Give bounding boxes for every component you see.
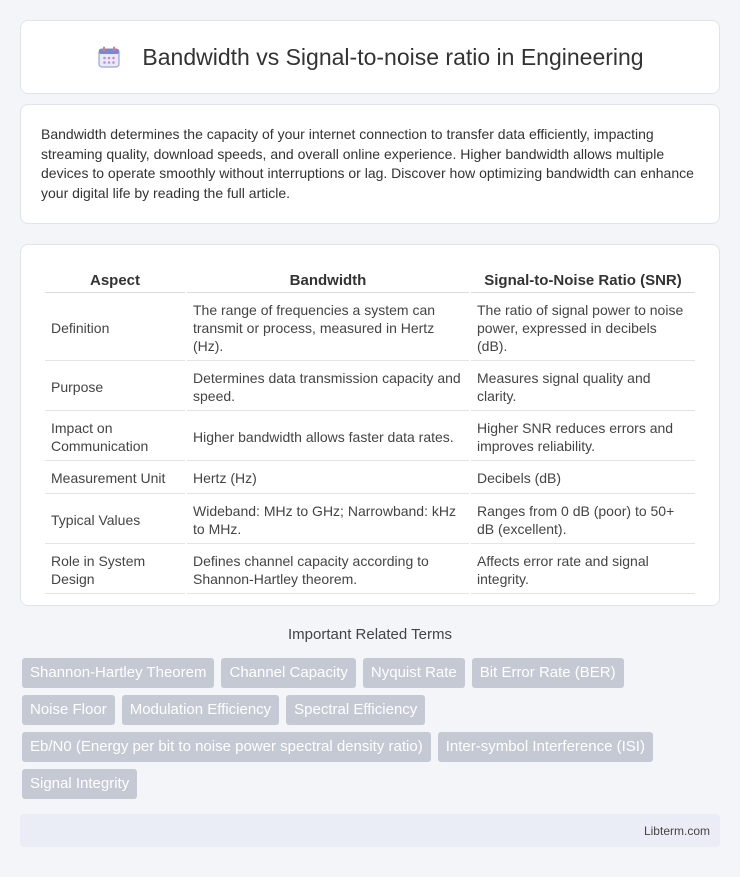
table-row xyxy=(45,413,695,461)
intro-text: Bandwidth determines the capacity of your internet connection to transfer data efficiently, impacting streaming quality, download speeds, and overall online experience. Higher bandwidth allows multiple devices to operate smoothly without interruptions or lag. Discover how optimizing bandwidth can enhance your digital life by reading the full article. xyxy=(41,126,694,201)
related-terms-title: Important Related Terms xyxy=(288,626,452,643)
intro-card xyxy=(20,104,720,224)
table-cell-snr: Ranges from 0 dB (poor) to 50+ dB (excellent). xyxy=(471,496,695,544)
term-tag[interactable]: Eb/N0 (Energy per bit to noise power spectral density ratio) xyxy=(22,732,431,762)
table-cell-snr: Affects error rate and signal integrity. xyxy=(471,546,695,594)
term-tag[interactable]: Signal Integrity xyxy=(22,769,137,799)
table-header-row xyxy=(45,267,695,293)
table-row xyxy=(45,496,695,544)
term-tag[interactable]: Spectral Efficiency xyxy=(286,695,425,725)
term-tag[interactable]: Nyquist Rate xyxy=(363,658,465,688)
term-tag[interactable]: Channel Capacity xyxy=(221,658,355,688)
table-cell-snr: Decibels (dB) xyxy=(471,463,695,494)
column-header-snr: Signal-to-Noise Ratio (SNR) xyxy=(471,267,695,293)
table-row xyxy=(45,363,695,411)
table-cell-bandwidth: Wideband: MHz to GHz; Narrowband: kHz to MHz. xyxy=(187,496,469,544)
page-title: Bandwidth vs Signal-to-noise ratio in Engineering xyxy=(142,43,644,70)
table-cell-bandwidth: The range of frequencies a system can transmit or process, measured in Hertz (Hz). xyxy=(187,295,469,361)
calendar-icon xyxy=(96,44,122,70)
footer xyxy=(20,814,720,847)
table-row xyxy=(45,463,695,494)
table-cell-aspect: Impact on Communication xyxy=(45,413,185,461)
column-header-aspect: Aspect xyxy=(45,267,185,293)
table-cell-bandwidth: Higher bandwidth allows faster data rates. xyxy=(187,413,469,461)
table-cell-aspect: Typical Values xyxy=(45,496,185,544)
related-terms-list xyxy=(22,658,722,806)
header-card xyxy=(20,20,720,94)
table-cell-aspect: Definition xyxy=(45,295,185,361)
comparison-table xyxy=(43,265,697,596)
table-cell-snr: Higher SNR reduces errors and improves reliability. xyxy=(471,413,695,461)
term-tag[interactable]: Bit Error Rate (BER) xyxy=(472,658,624,688)
table-cell-snr: Measures signal quality and clarity. xyxy=(471,363,695,411)
term-tag[interactable]: Shannon-Hartley Theorem xyxy=(22,658,214,688)
term-tag[interactable]: Noise Floor xyxy=(22,695,115,725)
table-cell-bandwidth: Hertz (Hz) xyxy=(187,463,469,494)
table-cell-bandwidth: Defines channel capacity according to Shannon-Hartley theorem. xyxy=(187,546,469,594)
term-tag[interactable]: Modulation Efficiency xyxy=(122,695,279,725)
table-cell-snr: The ratio of signal power to noise power, expressed in decibels (dB). xyxy=(471,295,695,361)
table-cell-aspect: Role in System Design xyxy=(45,546,185,594)
table-cell-aspect: Purpose xyxy=(45,363,185,411)
table-row xyxy=(45,546,695,594)
column-header-bandwidth: Bandwidth xyxy=(187,267,469,293)
table-row xyxy=(45,295,695,361)
table-cell-aspect: Measurement Unit xyxy=(45,463,185,494)
term-tag[interactable]: Inter-symbol Interference (ISI) xyxy=(438,732,653,762)
table-cell-bandwidth: Determines data transmission capacity and speed. xyxy=(187,363,469,411)
footer-site-link[interactable]: Libterm.com xyxy=(643,823,710,838)
comparison-table-card xyxy=(20,244,720,606)
